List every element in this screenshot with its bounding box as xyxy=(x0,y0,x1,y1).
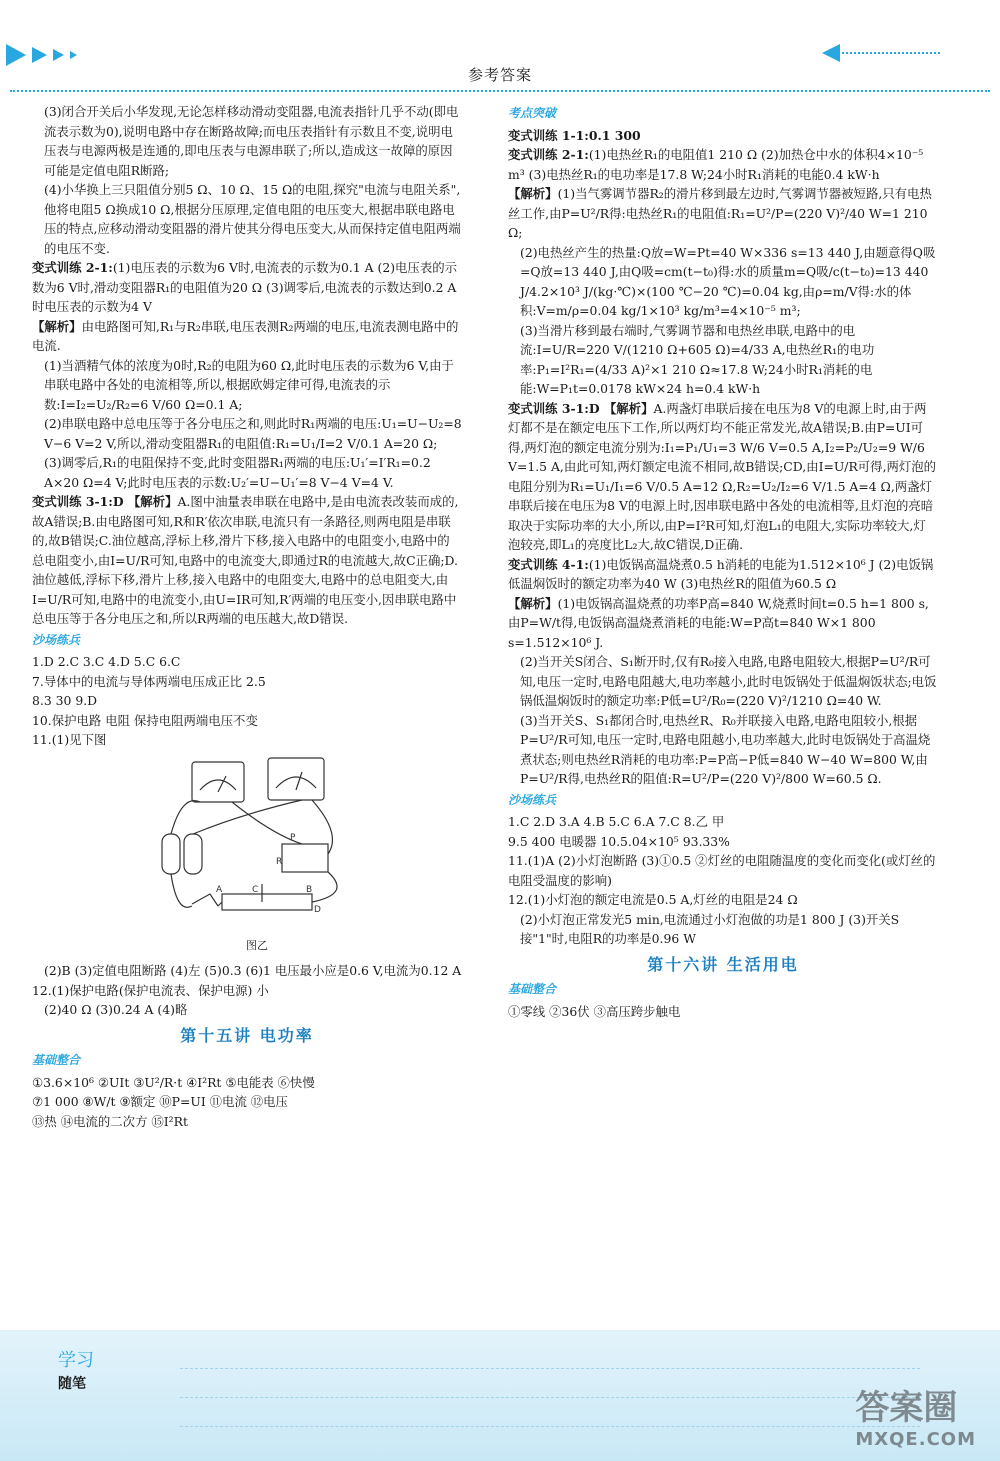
basics-line: ⑦1 000 ⑧W/t ⑨额定 ⑩P=UI ⑪电流 ⑫电压 xyxy=(32,1094,288,1109)
lecture-heading-15: 第十五讲 电功率 xyxy=(180,1025,314,1045)
lecture-heading-16: 第十六讲 生活用电 xyxy=(647,954,799,974)
page-header xyxy=(0,0,1000,100)
answer-line: 10.保护电路 电阻 保持电阻两端电压不变 xyxy=(32,712,258,728)
right-column xyxy=(508,102,938,1021)
exercise-answer: 变式训练 3-1:D 【解析】A.图中油量表串联在电路中,是由电流表改装而成的,故A错误;B.由电路图可知,R和R′依次串联,电流只有一条路径,则两电阻是串联的,故B错误;C.油位越高,浮标上移,滑片下移,接入电路中的电阻变小,电路中的总电阻变小,由I=U/R可知,电路中的电流变大,即通过R的电流越大,故C正确;D.油位越低,浮标下移,滑片上移,接入电路中的电阻变大,电路中的总电阻变大,由I=U/R可知,电路中的电流变小,由U=IR可知,R′两端的电压变小,因串联电路中总电压等于各分电压之和,所以R两端的电压越大,故D错误. xyxy=(32,494,459,626)
exercise-label: 变式训练 2-1: xyxy=(32,260,113,275)
analysis-paragraph: (1)当酒精气体的浓度为0时,R₂的电阻为60 Ω,此时电压表的示数为6 V,由于串联电路中各处的电流相等,所以,根据欧姆定律可得,电流表的示数:I=I₂=U₂/R₂=6 V/60 Ω=0.1 A; xyxy=(44,357,454,412)
exercise-answer: 变式训练 3-1:D 【解析】A.两盏灯串联后接在电压为8 V的电源上时,由于两灯都不是在额定电压下工作,所以两灯均不能正常发光,故A错误;B.由P=UI可得,两灯泡的额定电流分别为:I₁=P₁/U₁=3 W/6 V=0.5 A,I₂=P₂/U₂=9 W/6 V=1.5 A,由此可知,两灯额定电流不相同,故B错误;CD,由I=U/R可得,两灯泡的电阻分别为R₁=U₁/I₁=6 V/0.5 A=12 Ω,R₂=U₂/I₂=6 V/1.5 A=4 Ω,两盏灯串联后接在电压为8 V的电源上时,因串联电路中各处的电流相等,且灯泡的亮暗取决于实际功率的大小,所以,由P=I²R可知,灯泡L₁的电阻大,实际功率较大,灯泡较亮,即L₁的亮度比L₂大,故C错误,D正确. xyxy=(508,400,937,552)
watermark: 答案圈 MXQE.COM xyxy=(855,1388,976,1450)
answer-line: 7.导体中的电流与导体两端电压成正比 2.5 xyxy=(32,673,266,689)
exercise-answer xyxy=(508,126,938,146)
analysis-label: 【解析】 xyxy=(508,595,558,611)
battery-icon xyxy=(184,834,202,874)
analysis-paragraph: (2)电热丝产生的热量:Q放=W=Pt=40 W×336 s=13 440 J,由题意得Q吸=Q放=13 440 J,由Q吸=cm(t−t₀)得:水的质量m=Q吸/c(t−t₀)=13 440 J/4.2×10³ J/(kg·℃)×(100 ℃−20 ℃)=0.04 kg,由ρ=m/V得:水的体积:V=m/ρ=0.04 kg/1×10³ kg/m³=4×10⁻⁵ m³; xyxy=(520,244,936,318)
notes-lines xyxy=(180,1368,920,1455)
exercise-answer: 变式训练 2-1:(1)电热丝R₁的电阻值1 210 Ω (2)加热仓中水的体积4×10⁻⁵ m³ (3)电热丝R₁的电功率是17.8 W;24小时R₁消耗的电能0.4 kW·h xyxy=(508,147,924,182)
analysis-paragraph: (3)当开关S、S₁都闭合时,电热丝R、R₀并联接入电路,电路电阻较小,根据P=U²/R可知,电压一定时,电路电阻越小,电功率越大,此时电饭锅处于高温烧煮状态;则电热丝R消耗的电功率:P=P高−P低=840 W−40 W=800 W,由P=U²/R得,电热丝R的阻值:R=U²/P=(220 V)²/800 W=60.5 Ω. xyxy=(520,712,931,786)
answer-line: (2)B (3)定值电阻断路 (4)左 (5)0.3 (6)1 电压最小应是0.6 V,电流为0.12 A xyxy=(44,963,462,978)
ammeter-icon xyxy=(192,762,244,802)
arrow-decoration-right-line xyxy=(830,52,940,56)
svg-text:P: P xyxy=(290,832,296,843)
answer-paragraph: (4)小华换上三只阻值分别5 Ω、10 Ω、15 Ω的电阻,探究"电流与电阻关系",他将电阻5 Ω换成10 Ω,根据分压原理,定值电阻的电压变大,根据串联电路电压的特点,应移动滑动变阻器的滑片使其分得电压变大,从而保持定值电阻两端的电压不变. xyxy=(44,182,461,256)
answer-line: (2)40 Ω (3)0.24 A (4)略 xyxy=(44,1002,188,1017)
exercise-answer: 变式训练 2-1:(1)电压表的示数为6 V时,电流表的示数为0.1 A (2)电压表的示数为6 V时,滑动变阻器R₁的电阻值为20 Ω (3)调零后,电流表的示数达到0.2 A时电压表的示数为4 V xyxy=(32,260,457,314)
svg-text:A: A xyxy=(216,884,223,895)
svg-text:C: C xyxy=(252,884,259,895)
battery-icon xyxy=(162,834,180,874)
analysis: 【解析】由电路图可知,R₁与R₂串联,电压表测R₂两端的电压,电流表测电路中的电流. xyxy=(32,318,459,353)
section-tag-practice: 沙场练兵 xyxy=(508,792,557,807)
answer-line: 1.C 2.D 3.A 4.B 5.C 6.A 7.C 8.乙 甲 xyxy=(508,814,725,829)
answer-line: 9.5 400 电暖器 10.5.04×10⁵ 93.33% xyxy=(508,833,730,849)
section-tag-basics: 基础整合 xyxy=(32,1053,81,1067)
answer-paragraph: (3)闭合开关后小华发现,无论怎样移动滑动变阻器,电流表指针几乎不动(即电流表示数为0),说明电路中存在断路故障;而电压表指针有示数且不变,说明电压表与电源两极是连通的,即电压表与电源串联了;所以,造成这一故障的原因可能是定值电阻R断路; xyxy=(44,104,459,178)
analysis-paragraph: (3)调零后,R₁的电阻保持不变,此时变阻器R₁两端的电压:U₁′=I′R₁=0.2 A×20 Ω=4 V;此时电压表的示数:U₂′=U−U₁′=8 V−4 V=4 V. xyxy=(44,455,431,490)
svg-text:D: D xyxy=(314,904,321,915)
exercise-label: 变式训练 3-1:D 【解析】 xyxy=(508,400,654,416)
answer-line: 11.(1)见下图 xyxy=(32,732,107,747)
header-rule xyxy=(10,90,990,92)
circuit-figure xyxy=(152,754,372,934)
section-tag-practice: 沙场练兵 xyxy=(32,632,81,647)
answer-line: 12.(1)小灯泡的额定电流是0.5 A,灯丝的电阻是24 Ω xyxy=(508,892,798,907)
analysis-paragraph: (2)串联电路中总电压等于各分电压之和,则此时R₁两端的电压:U₁=U−U₂=8 V−6 V=2 V,所以,滑动变阻器R₁的电阻值:R₁=U₁/I=2 V/0.1 A=20 Ω; xyxy=(44,416,462,451)
section-tag-basics: 基础整合 xyxy=(508,982,557,996)
exercise-label: 变式训练 1-1:0.1 300 xyxy=(508,127,641,143)
left-column xyxy=(32,102,462,1131)
arrow-decoration-left xyxy=(6,44,77,66)
analysis: 【解析】(1)电饭锅高温烧煮的功率P高=840 W,烧煮时间t=0.5 h=1 800 s,由P=W/t得,电饭锅高温烧煮消耗的电能:W=P高t=840 W×1 800 s=1.512×10⁶ J. xyxy=(508,595,929,650)
basics-line: ①零线 ②36伏 ③高压跨步触电 xyxy=(508,1003,681,1019)
answer-line: (2)小灯泡正常发光5 min,电流通过小灯泡做的功是1 800 J (3)开关S接"1"时,电阻R的功率是0.96 W xyxy=(520,911,900,946)
analysis-paragraph: (2)当开关S闭合、S₁断开时,仅有R₀接入电路,电路电阻较大,根据P=U²/R可知,电压一定时,电路电阻越大,电功率越小,此时电饭锅处于低温焖饭状态;电饭锅低温焖饭时的额定功率:P低=U²/R₀=(220 V)²/1210 Ω=40 W. xyxy=(520,654,937,708)
exercise-label: 变式训练 4-1: xyxy=(508,556,589,572)
switch-icon xyxy=(192,894,218,906)
analysis-label: 【解析】 xyxy=(508,186,558,201)
basics-line: ①3.6×10⁶ ②UIt ③U²/R·t ④I²Rt ⑤电能表 ⑥快慢 xyxy=(32,1074,315,1090)
svg-text:R: R xyxy=(276,856,283,867)
figure-caption: 图乙 xyxy=(246,938,268,952)
answer-line: 12.(1)保护电路(保护电流表、保护电源) 小 xyxy=(32,982,269,998)
analysis-paragraph: (3)当滑片移到最右端时,气雾调节器和电热丝串联,电路中的电流:I=U/R=220 V/(1210 Ω+605 Ω)=4/33 A,电热丝R₁的电功率:P₁=I²R₁=(4/33 A)²×1 210 Ω≈17.8 W;24小时R₁消耗的电能:W=P₁t=0.0178 kW×24 h=0.4 kW·h xyxy=(520,322,875,396)
svg-text:B: B xyxy=(306,884,313,895)
exercise-label: 变式训练 2-1: xyxy=(508,147,589,162)
answer-line: 11.(1)A (2)小灯泡断路 (3)①0.5 ②灯丝的电阻随温度的变化而变化(或灯丝的电阻受温度的影响) xyxy=(508,853,936,888)
answer-line: 1.D 2.C 3.C 4.D 5.C 6.C xyxy=(32,654,181,669)
rheostat-icon xyxy=(222,894,312,910)
exercise-answer: 变式训练 4-1:(1)电饭锅高温烧煮0.5 h消耗的电能为1.512×10⁶ J (2)电饭锅低温焖饭时的额定功率为40 W (3)电热丝R的阻值为60.5 Ω xyxy=(508,556,934,591)
analysis-label: 【解析】 xyxy=(32,318,82,334)
study-notes-logo: 学习 随笔 xyxy=(58,1350,94,1392)
section-tag-keypoints: 考点突破 xyxy=(508,106,557,120)
page-title: 参考答案 xyxy=(467,66,532,84)
basics-line: ⑬热 ⑭电流的二次方 ⑮I²Rt xyxy=(32,1113,188,1129)
analysis: 【解析】(1)当气雾调节器R₂的滑片移到最左边时,气雾调节器被短路,只有电热丝工作,由P=U²/R得:电热丝R₁的电阻值:R₁=U²/P=(220 V)²/40 W=1 210 Ω; xyxy=(508,186,932,240)
answer-line: 8.3 30 9.D xyxy=(32,693,98,708)
voltmeter-icon xyxy=(268,758,324,800)
exercise-label: 变式训练 3-1:D 【解析】 xyxy=(32,494,178,509)
resistor-icon xyxy=(282,844,328,872)
